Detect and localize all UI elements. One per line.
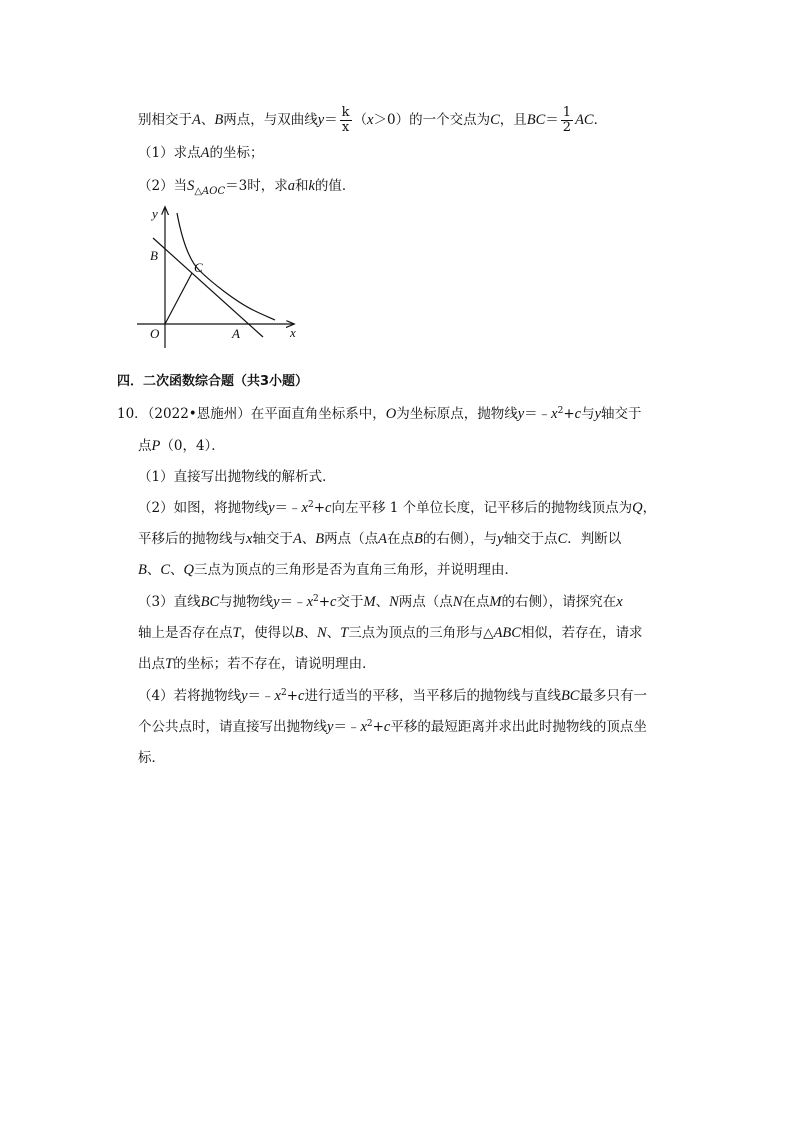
- subquestion-4-line-1: （4）若将抛物线$y=﹣x^2+c$进行适当的平移，当平移后的抛物线与直线BC最多只有一: [138, 688, 647, 704]
- question-2: （2）当$S_{\triangle AOC}=3$时，求a和k的值．: [138, 178, 356, 197]
- label-x: x: [290, 325, 296, 340]
- subquestion-4-line-3: 标．: [138, 750, 165, 766]
- subquestion-2-line-3: B、C、Q三点为顶点的三角形是否为直角三角形，并说明理由．: [138, 562, 519, 578]
- label-c: C: [194, 260, 203, 275]
- label-o: O: [150, 326, 160, 341]
- subquestion-2-line-1: （2）如图，将抛物线$y=﹣x^2+c$向左平移 1 个单位长度，记平移后的抛物线顶点为Q，: [138, 500, 657, 516]
- label-a: A: [232, 326, 240, 341]
- label-y: y: [152, 206, 158, 221]
- segment-oc: [165, 273, 192, 324]
- coordinate-figure: [135, 200, 310, 350]
- line-ab: [153, 238, 263, 337]
- intro-line: 别相交于A、B两点，与双曲线y＝ $\frac{k}{x}$ （x＞0）的一个交点为C，且BC＝ $\frac{1}{2}$ AC．: [138, 105, 608, 135]
- section-heading: 四．二次函数综合题（共3小题）: [117, 374, 309, 389]
- subquestion-3-line-3: 出点T的坐标；若不存在，请说明理由．: [138, 656, 376, 672]
- subquestion-4-line-2: 个公共点时，请直接写出抛物线$y=﹣x^2+c$平移的最短距离并求出此时抛物线的顶点坐: [138, 719, 647, 735]
- fraction-k-over-x: $\frac{k}{x}$: [341, 105, 350, 135]
- problem-10-line-1: 10．（2022•恩施州）在平面直角坐标系中，O为坐标原点，抛物线$y=﹣x^2+c$与y轴交于: [117, 406, 642, 422]
- subquestion-3-line-2: 轴上是否存在点T，使得以B、N、T三点为顶点的三角形与△ABC相似，若存在，请求: [138, 625, 643, 641]
- subquestion-3-line-1: （3）直线BC与抛物线$y=﹣x^2+c$交于M、N两点（点N在点M的右侧），请探究在x: [138, 594, 623, 610]
- fraction-one-half: $\frac{1}{2}$: [562, 105, 572, 135]
- label-b: B: [150, 248, 158, 263]
- subquestion-1: （1）直接写出抛物线的解析式．: [138, 469, 336, 485]
- problem-10-line-2: 点P（0，4）．: [138, 438, 225, 454]
- subquestion-2-line-2: 平移后的抛物线与x轴交于A、B两点（点A在点B的右侧），与y轴交于点C．判断以: [138, 531, 622, 547]
- question-1: （1）求点A的坐标；: [138, 145, 264, 161]
